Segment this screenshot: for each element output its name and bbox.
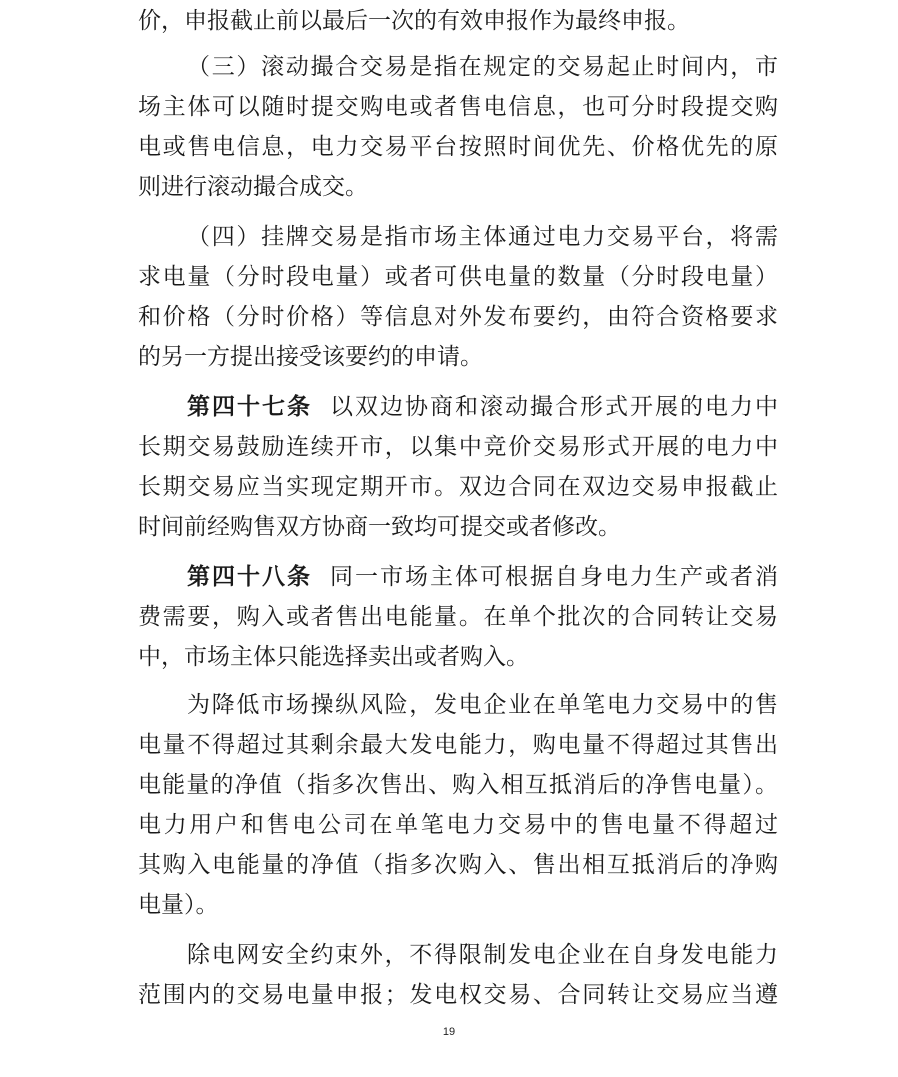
paragraph-line: 的另一方提出接受该要约的申请。 [138,344,483,370]
article-first-line: 第四十八条 同一市场主体可根据自身电力生产或者消 [187,564,778,590]
paragraph-line: 场主体可以随时提交购电或者售电信息，也可分时段提交购 [138,94,778,120]
paragraph-line: 电量不得超过其剩余最大发电能力，购电量不得超过其售出 [138,732,778,758]
paragraph-line: 长期交易应当实现定期开市。双边合同在双边交易申报截止 [138,474,778,500]
paragraph-line: 电力用户和售电公司在单笔电力交易中的售电量不得超过 [138,812,778,838]
paragraph-line: 除电网安全约束外，不得限制发电企业在自身发电能力 [187,942,778,968]
paragraph-line: 范围内的交易电量申报；发电权交易、合同转让交易应当遵 [138,982,778,1008]
paragraph-line: 求电量（分时段电量）或者可供电量的数量（分时段电量） [138,264,778,290]
paragraph-line: （四）挂牌交易是指市场主体通过电力交易平台，将需 [187,224,778,250]
paragraph-line: 价，申报截止前以最后一次的有效申报作为最终申报。 [138,8,690,34]
paragraph-line: 电量）。 [138,892,219,918]
paragraph-line: 时间前经购售双方协商一致均可提交或者修改。 [138,514,621,540]
page-number: 19 [442,1026,456,1038]
paragraph-line: 电或售电信息，电力交易平台按照时间优先、价格优先的原 [138,134,778,160]
paragraph-line: 其购入电能量的净值（指多次购入、售出相互抵消后的净购 [138,852,778,878]
paragraph-line: 中，市场主体只能选择卖出或者购入。 [138,644,529,670]
paragraph-line: 电能量的净值（指多次售出、购入相互抵消后的净售电量）。 [138,772,778,798]
paragraph-line: 和价格（分时价格）等信息对外发布要约，由符合资格要求 [138,304,778,330]
article-heading: 第四十八条 [187,564,312,590]
article-heading: 第四十七条 [187,394,312,420]
article-first-line: 第四十七条 以双边协商和滚动撮合形式开展的电力中 [187,394,778,420]
paragraph-line: （三）滚动撮合交易是指在规定的交易起止时间内，市 [187,54,778,80]
paragraph-line: 长期交易鼓励连续开市，以集中竞价交易形式开展的电力中 [138,434,778,460]
paragraph-line: 费需要，购入或者售出电能量。在单个批次的合同转让交易 [138,604,778,630]
paragraph-line: 为降低市场操纵风险，发电企业在单笔电力交易中的售 [187,692,778,718]
paragraph-line: 则进行滚动撮合成交。 [138,174,368,200]
